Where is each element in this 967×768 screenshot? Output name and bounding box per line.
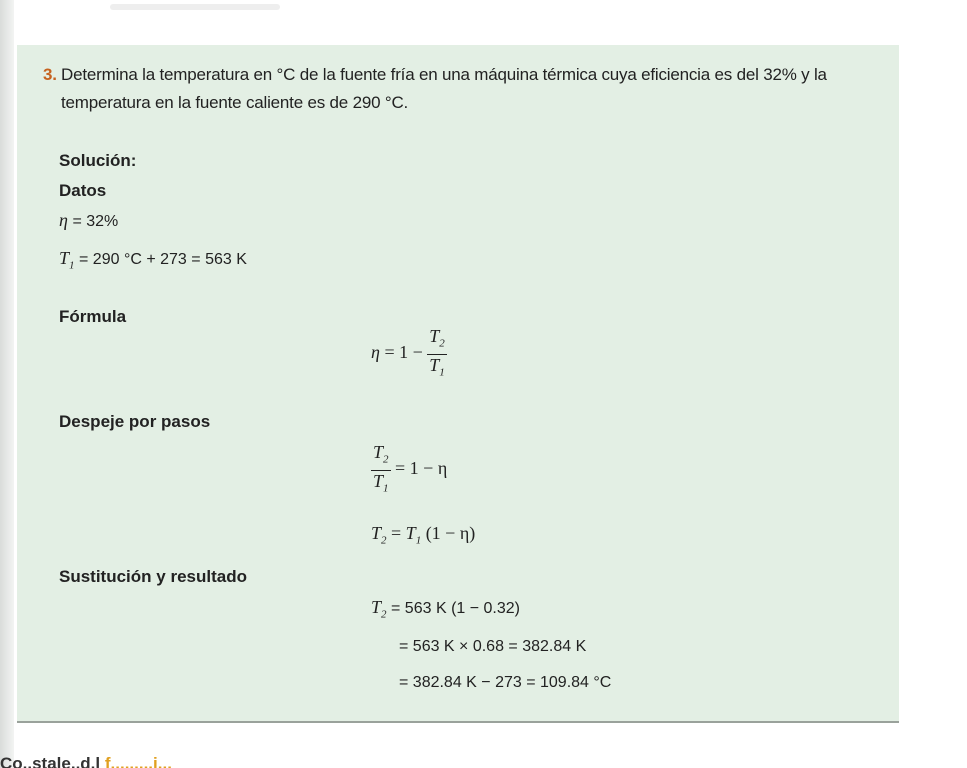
t2-over-t1-fraction: $\frac{T_2}{T_1}$ [373, 442, 389, 495]
t2-over-t1-fraction: $\frac{T_2}{T_1}$ [429, 326, 445, 379]
datos-t1-line [59, 248, 247, 272]
formula-equation [371, 326, 447, 382]
sustitucion-line-2 [399, 635, 586, 656]
sust-line2-value: = 563 K × 0.68 = 382.84 K [399, 638, 587, 655]
page-edge-shadow [0, 0, 14, 768]
despeje-eq2-rhs: (1 − η) [425, 523, 476, 543]
datos-eta-line [59, 210, 118, 231]
sustitucion-line-1 [371, 597, 520, 621]
t2-symbol: $T_2$ [371, 523, 387, 547]
datos-eta-value: = 32% [72, 213, 119, 230]
eta-symbol: η [59, 210, 68, 230]
t1-symbol: $T_1$ [59, 248, 75, 272]
footer-dark: Co..stale..d.l [0, 754, 105, 768]
sustitucion-line-3 [399, 671, 611, 692]
cutoff-footer-text [0, 754, 172, 768]
sust-line1-value: = 563 K (1 − 0.32) [391, 600, 520, 617]
solution-heading: Solución: [59, 151, 137, 170]
problem-number: 3. [43, 65, 57, 84]
despeje-eq1-rhs: = 1 − η [395, 458, 448, 479]
faint-top-mark [110, 4, 280, 10]
datos-label: Datos [59, 181, 107, 200]
problem-statement [43, 61, 893, 117]
problem-text: Determina la temperatura en °C de la fuente fría en una máquina térmica cuya eficiencia es del 32% y la temperatura en la fuente caliente es de 290 °C. [61, 65, 827, 112]
datos-t1-value: = 290 °C + 273 = 563 K [79, 251, 247, 268]
despeje-equation-1 [371, 442, 447, 498]
formula-label: Fórmula [59, 307, 127, 326]
t2-symbol: $T_2$ [371, 597, 387, 621]
exercise-box [17, 45, 899, 723]
formula-rhs: = 1 − [384, 342, 423, 363]
t1-symbol: $T_1$ [405, 523, 422, 547]
sustitucion-label: Sustitución y resultado [59, 567, 247, 586]
despeje-label: Despeje por pasos [59, 412, 211, 431]
eta-symbol: η [371, 342, 380, 363]
footer-accent: f.........i... [104, 754, 172, 768]
sust-line3-value: = 382.84 K − 273 = 109.84 °C [399, 674, 612, 691]
despeje-equation-2: $T_2 = T_1$ (1 − η) [371, 523, 476, 547]
